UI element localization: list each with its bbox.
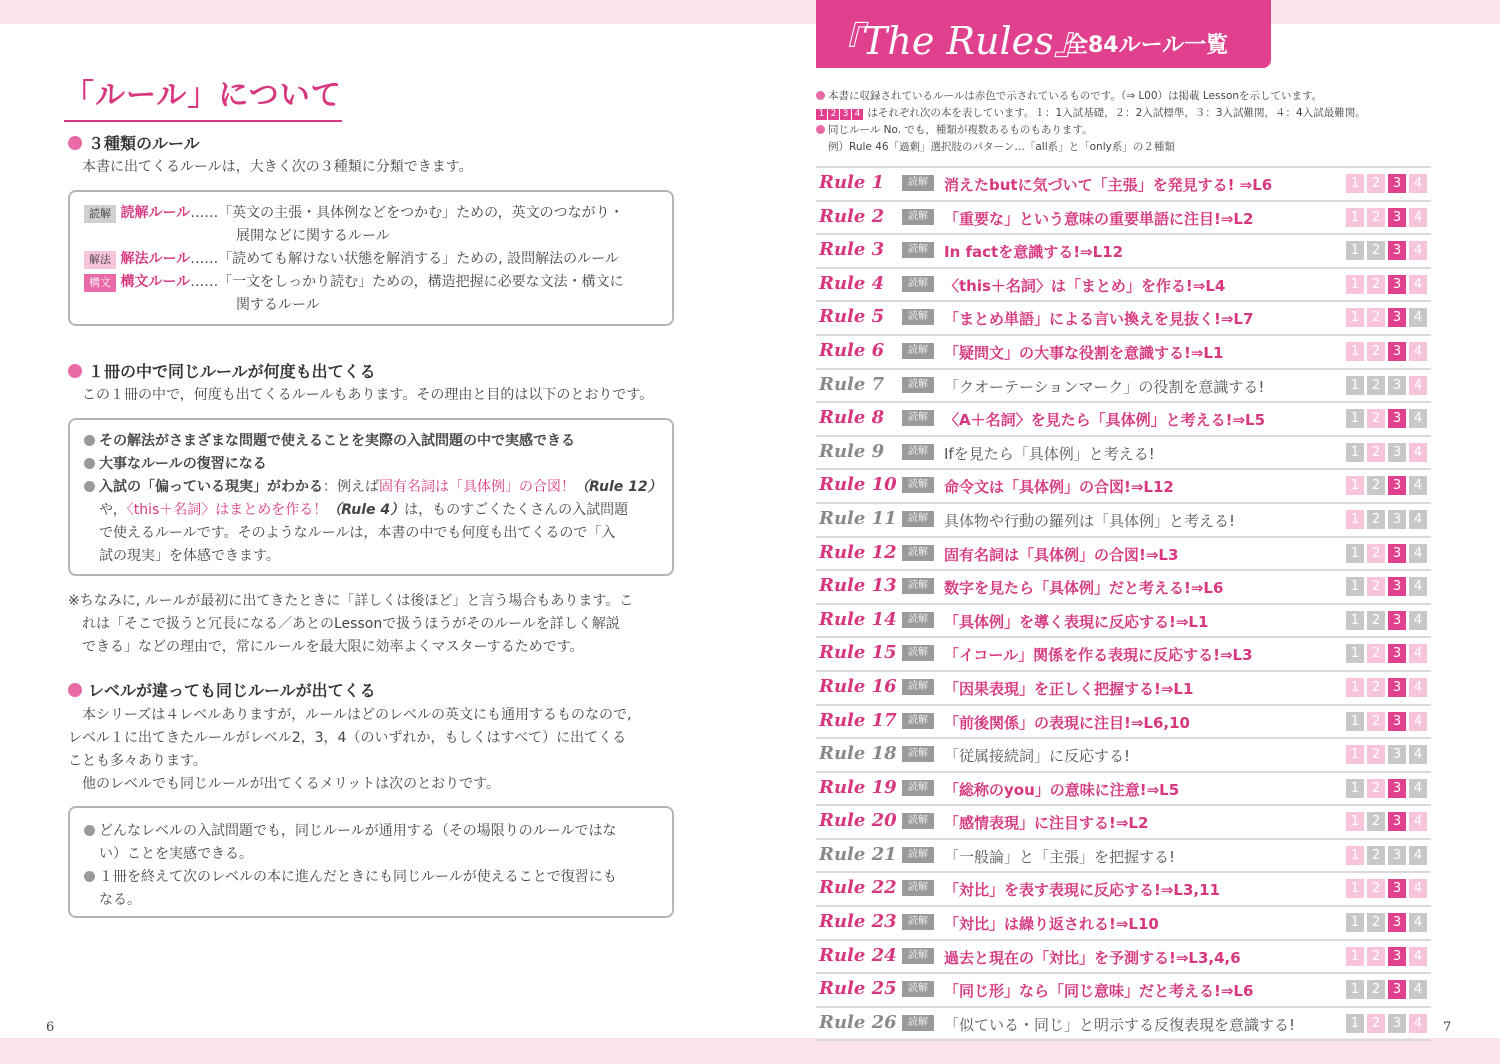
level-badge-3: 3 — [1388, 644, 1406, 663]
rule-number: Rule 3 — [819, 239, 885, 261]
rule-description: 〈this＋名詞〉は「まとめ」を作る!⇒L4 — [944, 276, 1226, 295]
level-badge-2: 2 — [1367, 308, 1385, 327]
level-badge-3: 3 — [1388, 275, 1406, 294]
level-badge-4: 4 — [1409, 476, 1427, 495]
level-badge-3: 3 — [1388, 611, 1406, 630]
level-badge-3: 3 — [1388, 241, 1406, 260]
level-badge-3: 3 — [1388, 913, 1406, 932]
level-badge-1: 1 — [1346, 779, 1364, 798]
rule-category-tag: 読解 — [902, 880, 934, 896]
level-badge-4: 4 — [1409, 275, 1427, 294]
level-badge-2: 2 — [1367, 745, 1385, 764]
rule-number: Rule 13 — [819, 575, 897, 597]
rule-category-tag: 読解 — [902, 948, 934, 964]
level-badge-1: 1 — [1346, 611, 1364, 630]
rule-number: Rule 24 — [819, 944, 897, 966]
level-badge-2: 2 — [1367, 409, 1385, 428]
rule-description: In factを意識する!⇒L12 — [944, 243, 1124, 262]
rule-description: Ifを見たら「具体例」と考える! — [944, 444, 1155, 463]
level-badge-3: 3 — [1388, 779, 1406, 798]
rule-row — [816, 435, 1431, 469]
level-badge-4: 4 — [1409, 611, 1427, 630]
rule-category-tag: 読解 — [902, 1015, 934, 1031]
rule-description: 過去と現在の「対比」を予測する!⇒L3,4,6 — [944, 948, 1241, 967]
level-badge-1: 1 — [1346, 409, 1364, 428]
level-badge-1: 1 — [1346, 678, 1364, 697]
level-badge-1: 1 — [1346, 342, 1364, 361]
rule-number: Rule 10 — [819, 474, 897, 496]
list-item-cont: 試の現実」を体感できます。 — [99, 548, 280, 564]
rule-description: 「一般論」と「主張」を把握する! — [944, 847, 1176, 866]
intro-line: 同じルール No. でも，種類が複数あるものもあります。 — [816, 122, 1093, 139]
rule-description: 「従属接続詞」に反応する! — [944, 747, 1131, 766]
rule-number: Rule 21 — [819, 843, 897, 865]
merits-box — [68, 806, 674, 918]
rule-number: Rule 11 — [819, 507, 897, 529]
level-badge-3: 3 — [1388, 544, 1406, 563]
level-badge-4: 4 — [1409, 947, 1427, 966]
rule-category-tag: 読解 — [902, 175, 934, 191]
rule-description: 命令文は「具体例」の合図!⇒L12 — [944, 478, 1174, 497]
reasons-box — [68, 418, 674, 576]
section-intro-1: 本書に出てくるルールは，大きく次の３種類に分類できます。 — [82, 159, 473, 175]
level-badge-3: 3 — [1388, 745, 1406, 764]
rule-row — [816, 401, 1431, 435]
level-badge-4: 4 — [1409, 376, 1427, 395]
level-badge-4: 4 — [1409, 208, 1427, 227]
rule-category-tag: 読解 — [902, 309, 934, 325]
level-badge-3: 3 — [1388, 812, 1406, 831]
rule-category-tag: 読解 — [902, 813, 934, 829]
list-item: 大事なルールの復習になる — [84, 453, 664, 476]
rule-description: 具体物や行動の羅列は「具体例」と考える! — [944, 511, 1236, 530]
rule-category-tag: 読解 — [902, 276, 934, 292]
rule-row — [816, 1006, 1431, 1042]
rule-number: Rule 14 — [819, 608, 897, 630]
level-badge-2: 2 — [1367, 476, 1385, 495]
level-badge-1: 1 — [1346, 208, 1364, 227]
rule-description: 「イコール」関係を作る表現に反応する!⇒L3 — [944, 646, 1253, 665]
bottom-band — [0, 1038, 1500, 1064]
level-badge-2: 2 — [1367, 1014, 1385, 1033]
bullet-icon — [68, 136, 82, 150]
rule-number: Rule 2 — [819, 205, 885, 227]
rule-row — [816, 569, 1431, 603]
rule-category-tag: 読解 — [902, 578, 934, 594]
level-badge-3: 3 — [1388, 409, 1406, 428]
rule-type-row-cont: 関するルール — [236, 297, 320, 313]
rule-type-row: 読解 読解ルール……「英文の主張・具体例などをつかむ」ための，英文のつながり・ — [84, 202, 624, 225]
level-badge-1: 1 — [1346, 913, 1364, 932]
list-item-cont: で使えるルールです。そのようなルールは，本書の中でも何度も出てくるので「入 — [99, 525, 616, 541]
level-badge-1: 1 — [1346, 544, 1364, 563]
rule-number: Rule 26 — [819, 1011, 897, 1033]
level-badge-3: 3 — [1388, 980, 1406, 999]
rule-number: Rule 9 — [819, 440, 885, 462]
rule-type-row: 構文 構文ルール……「一文をしっかり読む」ための，構造把握に必要な文法・構文に — [84, 271, 624, 294]
rule-category-tag: 読解 — [902, 914, 934, 930]
level-badge-4: 4 — [1409, 174, 1427, 193]
rule-number: Rule 20 — [819, 810, 897, 832]
level-badge-4: 4 — [1409, 745, 1427, 764]
rule-description: 「感情表現」に注目する!⇒L2 — [944, 814, 1149, 833]
rule-description: 「具体例」を導く表現に反応する!⇒L1 — [944, 612, 1209, 631]
rule-category-tag: 読解 — [902, 780, 934, 796]
level-badge-3: 3 — [1388, 476, 1406, 495]
level-badge-2: 2 — [1367, 913, 1385, 932]
rule-description: 「対比」を表す表現に反応する!⇒L3,11 — [944, 881, 1220, 900]
rule-category-tag: 読解 — [902, 511, 934, 527]
level-badge-2: 2 — [1367, 208, 1385, 227]
rule-row — [816, 972, 1431, 1006]
level-badge-3: 3 — [1388, 879, 1406, 898]
section-heading-1: ３種類のルール — [68, 131, 200, 154]
rule-description: 「疑問文」の大事な役割を意識する!⇒L1 — [944, 343, 1224, 362]
level-badge-2: 2 — [1367, 544, 1385, 563]
rule-type-row-cont: 展開などに関するルール — [236, 228, 390, 244]
page-title: 「ルール」について — [64, 70, 342, 122]
rule-number: Rule 18 — [819, 743, 897, 765]
intro-line: 本書に収録されているルールは赤色で示されているものです。（⇒ L00）は掲載 Lessonを示しています。 — [816, 88, 1322, 105]
rule-row — [816, 838, 1431, 872]
rule-row — [816, 603, 1431, 637]
rule-description: 「まとめ単語」による言い換えを見抜く!⇒L7 — [944, 310, 1254, 329]
level-badge-1: 1 — [1346, 476, 1364, 495]
level-badge-2: 2 — [1367, 510, 1385, 529]
level-badge-4: 4 — [1409, 712, 1427, 731]
level-badge-1: 1 — [1346, 745, 1364, 764]
page-number-right: 7 — [1443, 1020, 1452, 1035]
list-item: １冊を終えて次のレベルの本に進んだときにも同じルールが使えることで復習にも — [84, 866, 664, 889]
rule-number: Rule 12 — [819, 541, 897, 563]
page-number-left: 6 — [46, 1020, 55, 1035]
level-badge-3: 3 — [1388, 712, 1406, 731]
rule-description: 〈A＋名詞〉を見たら「具体例」と考える!⇒L5 — [944, 411, 1266, 430]
level-badge-3: 3 — [1388, 577, 1406, 596]
rule-row — [816, 166, 1431, 200]
level-badge-2: 2 — [1367, 275, 1385, 294]
level-badge-4: 4 — [1409, 1014, 1427, 1033]
rule-row — [816, 939, 1431, 973]
level-badge-4: 4 — [1409, 308, 1427, 327]
level-badge-2: 2 — [1367, 644, 1385, 663]
level-badge-2: 2 — [1367, 879, 1385, 898]
rule-description: 消えたbutに気づいて「主張」を発見する! ⇒L6 — [944, 176, 1273, 194]
bullet-icon — [68, 683, 82, 697]
list-item: その解法がさまざまな問題で使えることを実際の入試問題の中で実感できる — [84, 430, 664, 453]
level-badge-2: 2 — [1367, 443, 1385, 462]
rules-list-header — [816, 0, 1271, 68]
rule-row — [816, 704, 1431, 738]
rule-row — [816, 233, 1431, 267]
rule-category-tag: 読解 — [902, 981, 934, 997]
rule-category-tag: 読解 — [902, 713, 934, 729]
top-band — [0, 0, 1500, 24]
bullet-icon — [68, 364, 82, 378]
level-badge-1: 1 — [1346, 712, 1364, 731]
paragraph-line: ことも多々あります。 — [68, 753, 207, 769]
rule-description: 「総称のyou」の意味に注意!⇒L5 — [944, 780, 1180, 799]
rule-category-tag: 読解 — [902, 242, 934, 258]
rule-number: Rule 15 — [819, 642, 897, 664]
list-item-cont: なる。 — [99, 892, 141, 908]
rule-category-tag: 読解 — [902, 343, 934, 359]
level-badge-4: 4 — [1409, 879, 1427, 898]
paragraph-line: レベル１に出てきたルールがレベル2，3，4（のいずれか，もしくはすべて）に出てくる — [68, 730, 627, 746]
rule-description: 固有名詞は「具体例」の合図!⇒L3 — [944, 545, 1179, 564]
rule-number: Rule 5 — [819, 306, 885, 328]
rule-row — [816, 468, 1431, 502]
rule-number: Rule 6 — [819, 339, 885, 361]
section-intro-2: この１冊の中で，何度も出てくるルールもあります。その理由と目的は以下のとおりです。 — [82, 387, 654, 403]
level-badge-2: 2 — [1367, 577, 1385, 596]
level-badge-1: 1 — [1346, 879, 1364, 898]
rule-category-tag: 読解 — [902, 746, 934, 762]
rule-description: 「同じ形」なら「同じ意味」だと考える!⇒L6 — [944, 982, 1254, 1001]
level-badge-1: 1 — [1346, 376, 1364, 395]
level-badge-2: 2 — [1367, 174, 1385, 193]
level-badge-4: 4 — [1409, 241, 1427, 260]
rule-description: 「因果表現」を正しく把握する!⇒L1 — [944, 679, 1194, 698]
rule-row — [816, 300, 1431, 334]
rule-row — [816, 670, 1431, 704]
rule-category-tag: 読解 — [902, 645, 934, 661]
rule-category-tag: 読解 — [902, 477, 934, 493]
level-badge-1: 1 — [1346, 174, 1364, 193]
level-badge-2: 2 — [1367, 241, 1385, 260]
level-badge-3: 3 — [1388, 308, 1406, 327]
level-badge-3: 3 — [1388, 174, 1406, 193]
rule-description: 「対比」は繰り返される!⇒L10 — [944, 915, 1159, 934]
header-title: 全84ルール一覧 — [1066, 33, 1229, 58]
rule-row — [816, 536, 1431, 570]
level-badge-1: 1 — [1346, 241, 1364, 260]
rule-category-tag: 読解 — [902, 847, 934, 863]
level-badge-3: 3 — [1388, 678, 1406, 697]
rule-category-tag: 読解 — [902, 209, 934, 225]
level-badge-1: 1 — [1346, 275, 1364, 294]
rule-category-tag: 読解 — [902, 444, 934, 460]
level-badge-3: 3 — [1388, 443, 1406, 462]
rule-row — [816, 737, 1431, 771]
level-badge-2: 2 — [1367, 947, 1385, 966]
level-badge-3: 3 — [1388, 947, 1406, 966]
rule-number: Rule 1 — [819, 172, 885, 193]
rule-number: Rule 25 — [819, 978, 897, 1000]
paragraph-line: 本シリーズは４レベルありますが，ルールはどのレベルの英文にも通用するものなので, — [82, 707, 632, 723]
rule-number: Rule 16 — [819, 675, 897, 697]
rule-description: 「似ている・同じ」と明示する反復表現を意識する! — [944, 1015, 1296, 1034]
rule-row — [816, 368, 1431, 402]
rule-number: Rule 8 — [819, 407, 885, 429]
note-line: できる」などの理由で，常にルールを最大限に効率よくマスターするためです。 — [82, 639, 584, 655]
level-badge-2: 2 — [1367, 980, 1385, 999]
note-line: れは「そこで扱うと冗長になる／あとのLessonで扱うほうがそのルールを詳しく解説 — [82, 616, 620, 632]
list-item: どんなレベルの入試問題でも，同じルールが通用する（その場限りのルールではな — [84, 820, 664, 843]
rule-description: 「クオーテーションマーク」の役割を意識する! — [944, 377, 1265, 396]
level-badge-2: 2 — [1367, 712, 1385, 731]
level-badge-2: 2 — [1367, 812, 1385, 831]
rule-category-tag: 読解 — [902, 377, 934, 393]
rules-table — [816, 166, 1431, 1041]
rule-row — [816, 267, 1431, 301]
level-badge-1: 1 — [1346, 846, 1364, 865]
rule-category-tag: 読解 — [902, 612, 934, 628]
intro-line: 1 2 3 4 はそれぞれ次の本を表しています。１：1入試基礎，２：2入試標準，３：3入試難関，４：4入試最難関。 — [816, 105, 1366, 122]
rule-number: Rule 17 — [819, 709, 897, 731]
level-badge-4: 4 — [1409, 342, 1427, 361]
level-badge-4: 4 — [1409, 846, 1427, 865]
level-badge-2: 2 — [1367, 376, 1385, 395]
level-badge-4: 4 — [1409, 577, 1427, 596]
level-badge-4: 4 — [1409, 678, 1427, 697]
note-line: ※ちなみに, ルールが最初に出てきたときに「詳しくは後ほど」と言う場合もあります。こ — [68, 593, 634, 609]
level-badge-1: 1 — [1346, 443, 1364, 462]
rule-types-box — [68, 190, 674, 326]
rule-row — [816, 804, 1431, 838]
level-badge-4: 4 — [1409, 409, 1427, 428]
level-badge-4: 4 — [1409, 544, 1427, 563]
level-badge-3: 3 — [1388, 846, 1406, 865]
rule-row — [816, 502, 1431, 536]
level-badge-1: 1 — [1346, 1014, 1364, 1033]
rule-number: Rule 23 — [819, 911, 897, 933]
rule-number: Rule 7 — [819, 373, 885, 395]
level-badge-1: 1 — [1346, 947, 1364, 966]
level-badge-3: 3 — [1388, 1014, 1406, 1033]
level-badge-1: 1 — [1346, 308, 1364, 327]
level-badge-1: 1 — [1346, 812, 1364, 831]
rule-row — [816, 636, 1431, 670]
level-badge-4: 4 — [1409, 510, 1427, 529]
rule-number: Rule 19 — [819, 776, 897, 798]
rule-row — [816, 200, 1431, 234]
level-badge-4: 4 — [1409, 812, 1427, 831]
level-badge-3: 3 — [1388, 208, 1406, 227]
level-badge-3: 3 — [1388, 376, 1406, 395]
rule-type-row: 解法 解法ルール……「読めても解けない状態を解消する」ための, 設問解法のルール — [84, 248, 619, 271]
level-badge-4: 4 — [1409, 644, 1427, 663]
paragraph-line: 他のレベルでも同じルールが出てくるメリットは次のとおりです。 — [82, 776, 501, 792]
level-badge-2: 2 — [1367, 678, 1385, 697]
rule-description: 数字を見たら「具体例」だと考える!⇒L6 — [944, 579, 1224, 598]
rule-description: 「前後関係」の表現に注目!⇒L6,10 — [944, 713, 1190, 732]
level-badge-4: 4 — [1409, 443, 1427, 462]
section-heading-3: レベルが違っても同じルールが出てくる — [68, 678, 376, 701]
level-badge-1: 1 — [1346, 577, 1364, 596]
level-badge-2: 2 — [1367, 611, 1385, 630]
list-item: 入試の「偏っている現実」がわかる：例えば固有名詞は「具体例」の合図！（Rule 12） — [84, 476, 664, 499]
level-badge-3: 3 — [1388, 342, 1406, 361]
rule-category-tag: 読解 — [902, 679, 934, 695]
level-badge-3: 3 — [1388, 510, 1406, 529]
rule-description: 「重要な」という意味の重要単語に注目!⇒L2 — [944, 209, 1254, 228]
level-badge-2: 2 — [1367, 779, 1385, 798]
level-badge-1: 1 — [1346, 980, 1364, 999]
header-script-title: 『The Rules』 — [824, 19, 1092, 63]
rule-number: Rule 22 — [819, 877, 897, 899]
rule-category-tag: 読解 — [902, 410, 934, 426]
rule-row — [816, 771, 1431, 805]
list-item-cont: い）ことを実感できる。 — [99, 846, 253, 862]
level-badge-2: 2 — [1367, 846, 1385, 865]
level-badge-4: 4 — [1409, 779, 1427, 798]
rule-row — [816, 334, 1431, 368]
rule-category-tag: 読解 — [902, 545, 934, 561]
rule-number: Rule 4 — [819, 272, 885, 294]
intro-line: 例）Rule 46「過剰」選択肢のパターン…「all系」と「only系」の２種類 — [828, 141, 1175, 153]
level-badge-1: 1 — [1346, 510, 1364, 529]
section-heading-2: １冊の中で同じルールが何度も出てくる — [68, 359, 376, 382]
list-item-cont: や，〈this＋名詞〉はまとめを作る！（Rule 4）は，ものすごくたくさんの入試問題 — [99, 502, 629, 518]
rule-row — [816, 871, 1431, 905]
level-badge-4: 4 — [1409, 980, 1427, 999]
level-badge-4: 4 — [1409, 913, 1427, 932]
level-badge-1: 1 — [1346, 644, 1364, 663]
level-badge-2: 2 — [1367, 342, 1385, 361]
rule-row — [816, 905, 1431, 939]
